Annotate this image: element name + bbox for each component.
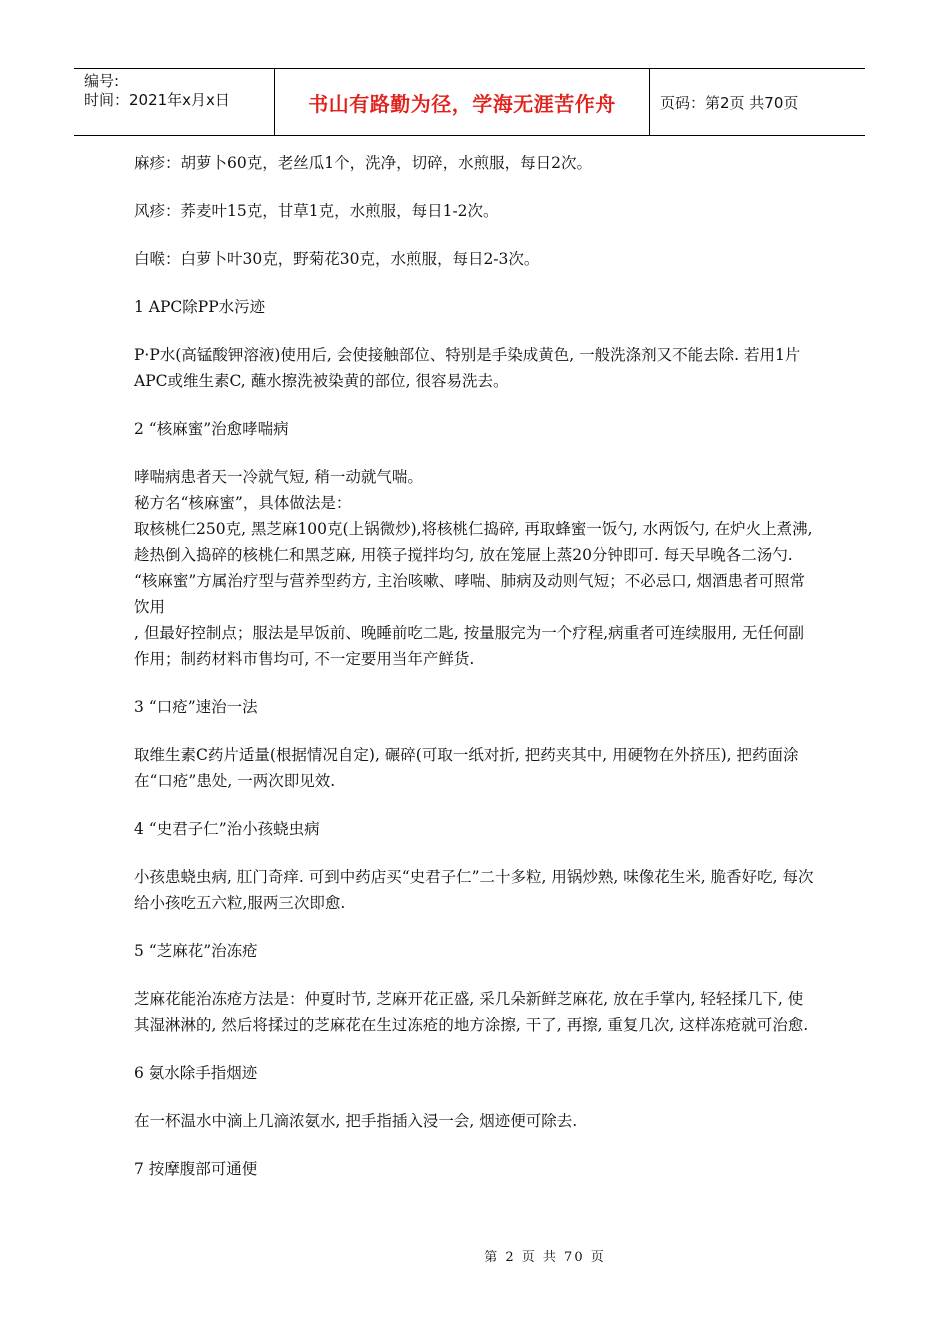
paragraph: 秘方名“核麻蜜”，具体做法是： (134, 494, 352, 512)
number-label: 编号: (84, 72, 120, 90)
paragraph: 芝麻花能治冻疮方法是：仲夏时节, 芝麻开花正盛, 采几朵新鲜芝麻花, 放在手掌内, 轻轻揉几下, 使其湿淋淋的, 然后将揉过的芝麻花在生过冻疮的地方涂擦, 干了, 再擦, 重复几次, 这样冻疮就可治愈. (134, 990, 809, 1034)
paragraph: 6 氨水除手指烟迹 (134, 1064, 258, 1082)
paragraph: 风疹：荞麦叶15克，甘草1克，水煎服，每日1-2次。 (134, 202, 499, 220)
paragraph: 4 “史君子仁”治小孩蛲虫病 (134, 820, 320, 838)
paragraph: , 但最好控制点；服法是早饭前、晚睡前吃二匙, 按量服完为一个疗程,病重者可连续服用, 无任何副作用；制药材料市售均可, 不一定要用当年产鲜货. (134, 624, 804, 668)
paragraph: 哮喘病患者天一冷就气短, 稍一动就气喘。 (134, 468, 423, 486)
paragraph: 小孩患蛲虫病, 肛门奇痒. 可到中药店买“史君子仁”二十多粒, 用锅炒熟, 味像花生米, 脆香好吃, 每次给小孩吃五六粒,服两三次即愈. (134, 868, 814, 912)
paragraph: P·P水(高锰酸钾溶液)使用后, 会使接触部位、特别是手染成黄色, 一般洗涤剂又不能去除. 若用1片APC或维生素C, 蘸水擦洗被染黄的部位, 很容易洗去。 (134, 346, 801, 390)
paragraph: 7 按摩腹部可通便 (134, 1160, 258, 1178)
page-footer: 第 2 页 共 70 页 (484, 1250, 606, 1265)
paragraph: 3 “口疮”速治一法 (134, 698, 258, 716)
paragraph: 取核桃仁250克, 黑芝麻100克(上锅微炒),将核桃仁捣碎, 再取蜂蜜一饭勺, 水两饭勺, 在炉火上煮沸, 趁热倒入捣碎的核桃仁和黑芝麻, 用筷子搅拌均匀, 放在笼屉上蒸20分钟即可. 每天早晚各二汤勺. “核麻蜜”方属治疗型与营养型药方, 主治咳嗽、哮喘、肺病及动则气短；不必忌口, 烟酒患者可照常饮用 (134, 520, 813, 616)
header-meta (74, 69, 275, 135)
header-page-info: 页码：第2页 共70页 (660, 93, 799, 112)
document-body (134, 150, 814, 1182)
paragraph: 麻疹：胡萝卜60克，老丝瓜1个，洗净，切碎，水煎服，每日2次。 (134, 154, 592, 172)
paragraph: 白喉：白萝卜叶30克，野菊花30克，水煎服，每日2-3次。 (134, 250, 540, 268)
header-motto: 书山有路勤为径，学海无涯苦作舟 (275, 69, 650, 135)
paragraph: 取维生素C药片适量(根据情况自定), 碾碎(可取一纸对折, 把药夹其中, 用硬物在外挤压), 把药面涂在“口疮”患处, 一两次即见效. (134, 746, 799, 790)
page-header (74, 68, 865, 136)
paragraph: 1 APC除PP水污迹 (134, 298, 266, 316)
paragraph: 在一杯温水中滴上几滴浓氨水, 把手指插入浸一会, 烟迹便可除去. (134, 1112, 578, 1130)
date-line: 时间：2021年x月x日 (84, 91, 230, 109)
paragraph: 5 “芝麻花”治冻疮 (134, 942, 258, 960)
paragraph: 2 “核麻蜜”治愈哮喘病 (134, 420, 289, 438)
